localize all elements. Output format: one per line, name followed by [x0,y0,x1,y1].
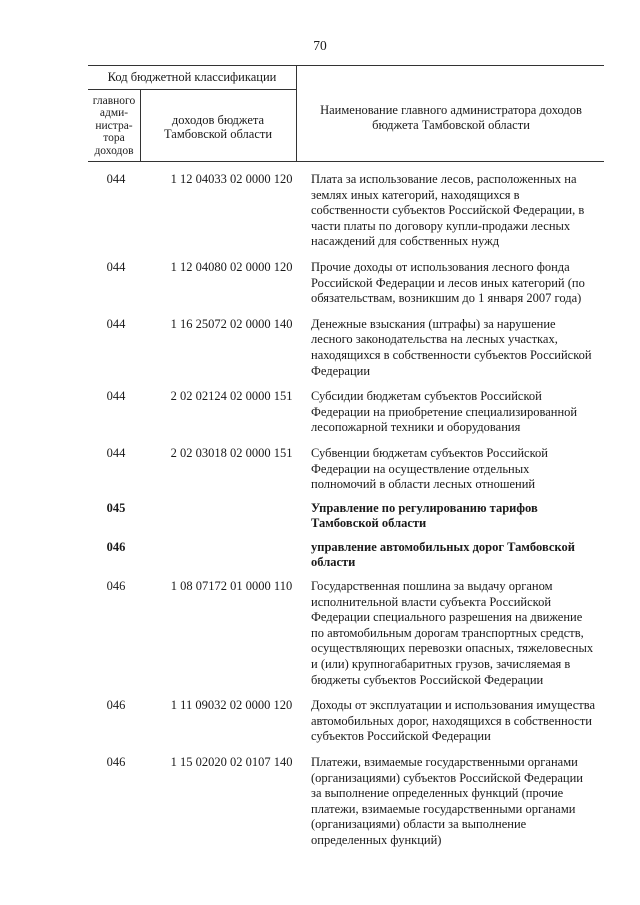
header-divider-name [296,65,297,161]
table-row [0,540,640,571]
admin-code-cell: 044 [106,445,126,460]
revenue-name-cell: Денежные взыскания (штрафы) за нарушение лесного законодательства на лесных участках, находящихся в собственности субъектов Российской Федерации [311,316,592,378]
revenue-name-cell: Прочие доходы от использования лесного фонда Российской Федерации и лесов иных категорий (по обязательствам, возникшим до 1 января 2007 года) [311,259,585,306]
admin-code-cell: 044 [106,172,126,186]
admin-code-cell: 045 [106,500,126,515]
admin-code-cell: 044 [106,389,126,404]
revenue-name-cell: Управление по регулированию тарифов Тамбовской области [311,500,538,531]
table-row [0,317,640,379]
table-row [0,755,640,849]
budget-code-cell [154,540,309,571]
revenue-name-cell: Доходы от эксплуатации и использования имущества автомобильных дорог, находящихся в собственности субъектов Российской Федерации [311,698,596,744]
revenue-name-cell: Платежи, взимаемые государственными органами (организациями) субъектов Российской Федерации за выполнение определенных функций (прочие платежи, взимаемые государственными органами (организациями) области за выполнение определенных функций) [311,755,583,847]
header-col-admin: главного адми-нистра-тора доходов [92,95,136,157]
table-row [0,446,640,493]
header-top-rule [88,65,604,66]
admin-code-cell: 046 [106,698,126,713]
header-col-name: Наименование главного администратора доходов бюджета Тамбовской области [320,103,582,132]
table-row [0,260,640,307]
budget-code-cell [154,501,309,532]
page-number: 70 [313,38,327,53]
revenue-name-cell: Субвенции бюджетам субъектов Российской Федерации на осуществление отдельных полномочий в области лесных отношений [311,445,548,492]
table-row [0,389,640,436]
budget-code-cell: 1 16 25072 02 0000 140 [170,316,293,331]
header-group-rule [88,89,296,90]
admin-code-cell: 046 [106,755,126,769]
header-col-code: доходов бюджета Тамбовской области [163,113,273,141]
table-row [0,172,640,250]
admin-code-cell: 046 [106,539,126,554]
budget-code-cell: 2 02 02124 02 0000 151 [170,389,293,404]
admin-code-cell: 044 [106,259,126,274]
admin-code-cell: 046 [106,579,126,594]
header-group-title: Код бюджетной классификации [107,70,277,84]
budget-code-cell: 1 08 07172 01 0000 110 [170,579,293,594]
table-row [0,501,640,532]
budget-code-cell: 1 15 02020 02 0107 140 [170,755,293,769]
header-bottom-rule [88,161,604,162]
table-row [0,698,640,745]
revenue-name-cell: управление автомобильных дорог Тамбовской области [311,539,575,570]
budget-code-cell: 1 12 04033 02 0000 120 [170,172,293,186]
budget-code-cell: 1 12 04080 02 0000 120 [170,259,293,274]
budget-code-cell: 2 02 03018 02 0000 151 [170,445,293,460]
admin-code-cell: 044 [106,316,126,331]
revenue-name-cell: Плата за использование лесов, расположенных на землях иных категорий, находящихся в собственности субъектов Российской Федерации, в части платы по договору купли-продажи лесных насаждений для собственных нужд [311,172,585,249]
table-header [88,65,604,161]
budget-code-cell: 1 11 09032 02 0000 120 [170,698,293,713]
revenue-name-cell: Государственная пошлина за выдачу органом исполнительной власти субъекта Российской Федерации специального разрешения на движение по автомобильным дорогам транспортных средств, осуществляющих перевозки опасных, тяжеловесных и (или) крупногабаритных грузов, зачисляемая в бюджеты субъектов Российской Федерации [311,579,594,687]
table-row [0,579,640,688]
revenue-name-cell: Субсидии бюджетам субъектов Российской Федерации на приобретение специализированной лесопожарной техники и оборудования [311,389,578,435]
table-body [0,172,640,849]
